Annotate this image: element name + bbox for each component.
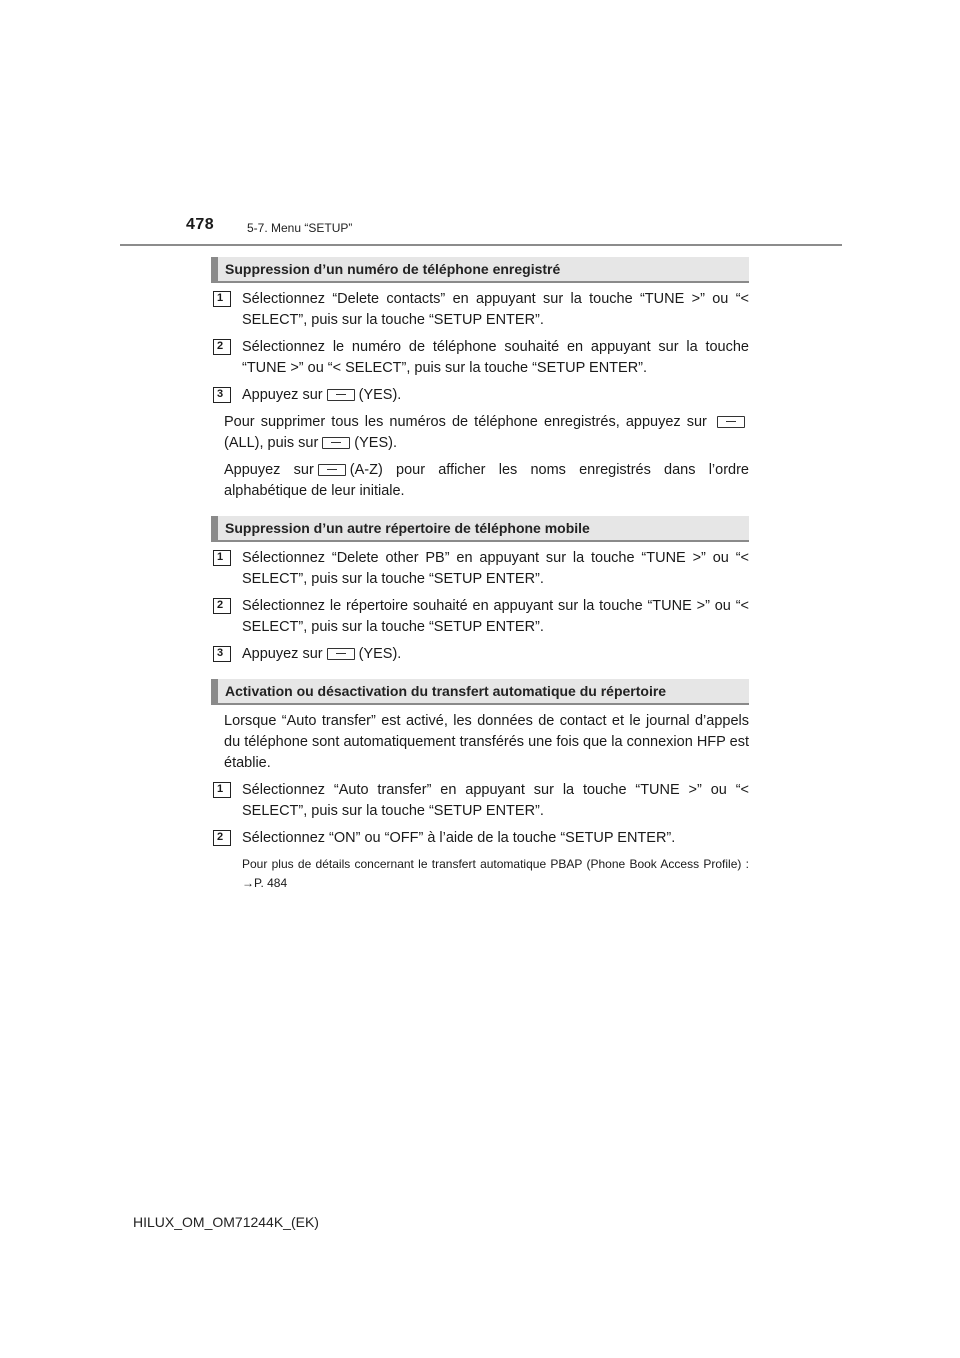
step-number-badge: 2 (213, 339, 231, 355)
step-item (211, 289, 749, 331)
step-item (211, 385, 749, 406)
section-delete-number (211, 257, 749, 502)
paragraph-pre: Pour supprimer tous les numéros de téléphone enregistrés, appuyez sur (224, 414, 707, 430)
step-text-pre: Appuyez sur (242, 646, 323, 662)
screen-button-icon (717, 416, 745, 428)
header-rule (120, 244, 842, 246)
step-text (242, 385, 749, 406)
step-number-badge: 1 (213, 291, 231, 307)
step-text: Sélectionnez le numéro de téléphone souhaité en appuyant sur la touche “TUNE >” ou “< SELECT”, puis sur la touche “SETUP ENTER”. (242, 339, 749, 376)
paragraph-mid: (ALL), puis sur (224, 435, 319, 451)
section-delete-other-phonebook (211, 516, 749, 665)
screen-button-icon (322, 437, 350, 449)
step-number-badge: 1 (213, 782, 231, 798)
page-content (211, 257, 749, 907)
step-text-post: (YES). (358, 387, 402, 403)
paragraph-post: (A-Z) pour afficher les noms enregistrés dans l’ordre alphabétique de leur initiale. (224, 462, 749, 499)
note-text: Pour plus de détails concernant le transfert automatique PBAP (Phone Book Access Profile) : →P. 484 (242, 857, 749, 890)
section-title: Suppression d’un numéro de téléphone enregistré (211, 257, 749, 283)
step-number-badge: 2 (213, 830, 231, 846)
step-number-badge: 1 (213, 550, 231, 566)
intro-paragraph: Lorsque “Auto transfer” est activé, les données de contact et le journal d’appels du téléphone sont automatiquement transférés une fois que la connexion HFP est établie. (224, 713, 749, 771)
paragraph (211, 460, 749, 502)
section-title: Activation ou désactivation du transfert automatique du répertoire (211, 679, 749, 705)
step-item (211, 780, 749, 822)
section-auto-transfer (211, 679, 749, 893)
step-text: Sélectionnez “ON” ou “OFF” à l’aide de la touche “SETUP ENTER”. (242, 830, 676, 846)
step-text: Sélectionnez “Delete contacts” en appuyant sur la touche “TUNE >” ou “< SELECT”, puis sur la touche “SETUP ENTER”. (242, 291, 749, 328)
step-text: Sélectionnez le répertoire souhaité en appuyant sur la touche “TUNE >” ou “< SELECT”, puis sur la touche “SETUP ENTER”. (242, 598, 749, 635)
step-item (211, 596, 749, 638)
step-text: Sélectionnez “Auto transfer” en appuyant sur la touche “TUNE >” ou “< SELECT”, puis sur la touche “SETUP ENTER”. (242, 782, 749, 819)
paragraph-pre: Appuyez sur (224, 462, 314, 478)
step-number-badge: 2 (213, 598, 231, 614)
section-title: Suppression d’un autre répertoire de téléphone mobile (211, 516, 749, 542)
step-text: Sélectionnez “Delete other PB” en appuyant sur la touche “TUNE >” ou “< SELECT”, puis sur la touche “SETUP ENTER”. (242, 550, 749, 587)
screen-button-icon (327, 389, 355, 401)
step-text-post: (YES). (358, 646, 402, 662)
step-item (211, 548, 749, 590)
step-number-badge: 3 (213, 387, 231, 403)
paragraph-post: (YES). (354, 435, 397, 451)
step-item (211, 337, 749, 379)
step-number-badge: 3 (213, 646, 231, 662)
step-item (211, 644, 749, 665)
paragraph (211, 412, 749, 454)
screen-button-icon (318, 464, 346, 476)
step-text (242, 644, 749, 665)
running-title: 5-7. Menu “SETUP” (247, 221, 353, 235)
page-number: 478 (186, 216, 215, 233)
step-item (211, 828, 749, 849)
screen-button-icon (327, 648, 355, 660)
step-text-pre: Appuyez sur (242, 387, 323, 403)
document-code: HILUX_OM_OM71244K_(EK) (133, 1214, 319, 1230)
